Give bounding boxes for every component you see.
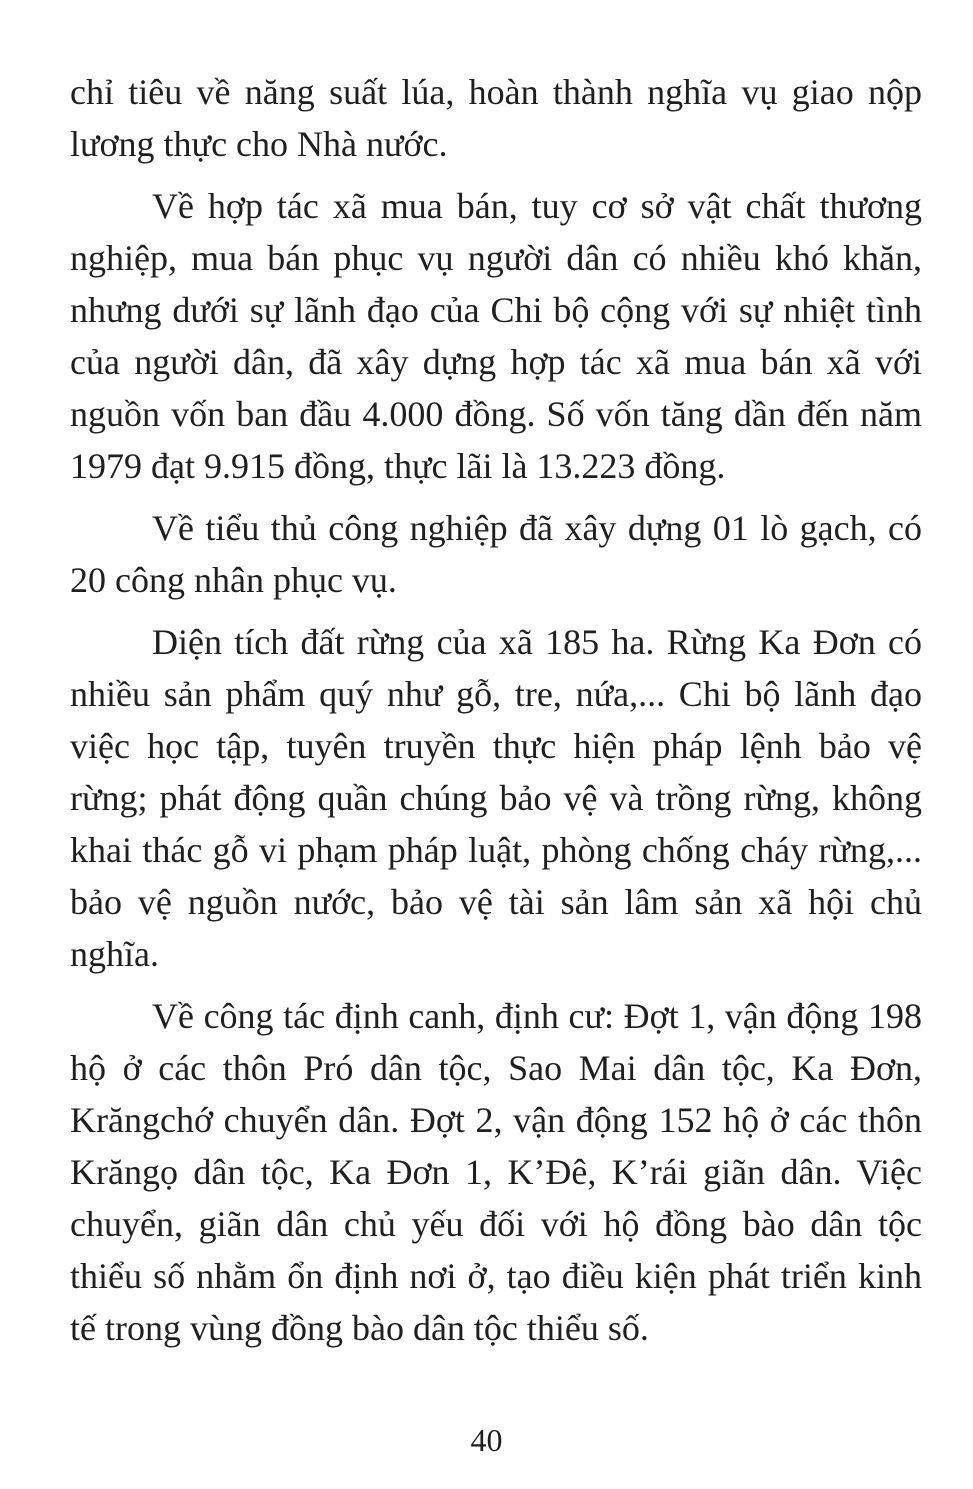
paragraph-continuation: chỉ tiêu về năng suất lúa, hoàn thành nghĩa vụ giao nộp lương thực cho Nhà nước. xyxy=(70,72,922,164)
page-body xyxy=(70,66,922,1364)
paragraph-cooperative: Về hợp tác xã mua bán, tuy cơ sở vật chất thương nghiệp, mua bán phục vụ người dân có nhiều khó khăn, nhưng dưới sự lãnh đạo của Chi bộ cộng với sự nhiệt tình của người dân, đã xây dựng hợp tác xã mua bán xã với nguồn vốn ban đầu 4.000 đồng. Số vốn tăng dần đến năm 1979 đạt 9.915 đồng, thực lãi là 13.223 đồng. xyxy=(70,186,922,486)
paragraph-resettlement: Về công tác định canh, định cư: Đợt 1, vận động 198 hộ ở các thôn Pró dân tộc, Sao Mai dân tộc, Ka Đơn, Krăngchớ chuyển dân. Đợt 2, vận động 152 hộ ở các thôn Krăngọ dân tộc, Ka Đơn 1, K’Đê, K’rái giãn dân. Việc chuyển, giãn dân chủ yếu đối với hộ đồng bào dân tộc thiểu số nhằm ổn định nơi ở, tạo điều kiện phát triển kinh tế trong vùng đồng bào dân tộc thiểu số. xyxy=(70,996,922,1348)
page-number: 40 xyxy=(470,1422,503,1458)
paragraph-handicraft: Về tiểu thủ công nghiệp đã xây dựng 01 lò gạch, có 20 công nhân phục vụ. xyxy=(70,508,922,600)
paragraph-forest: Diện tích đất rừng của xã 185 ha. Rừng Ka Đơn có nhiều sản phẩm quý như gỗ, tre, nứa,... Chi bộ lãnh đạo việc học tập, tuyên truyền thực hiện pháp lệnh bảo vệ rừng; phát động quần chúng bảo vệ và trồng rừng, không khai thác gỗ vi phạm pháp luật, phòng chống cháy rừng,... bảo vệ nguồn nước, bảo vệ tài sản lâm sản xã hội chủ nghĩa. xyxy=(70,622,922,974)
